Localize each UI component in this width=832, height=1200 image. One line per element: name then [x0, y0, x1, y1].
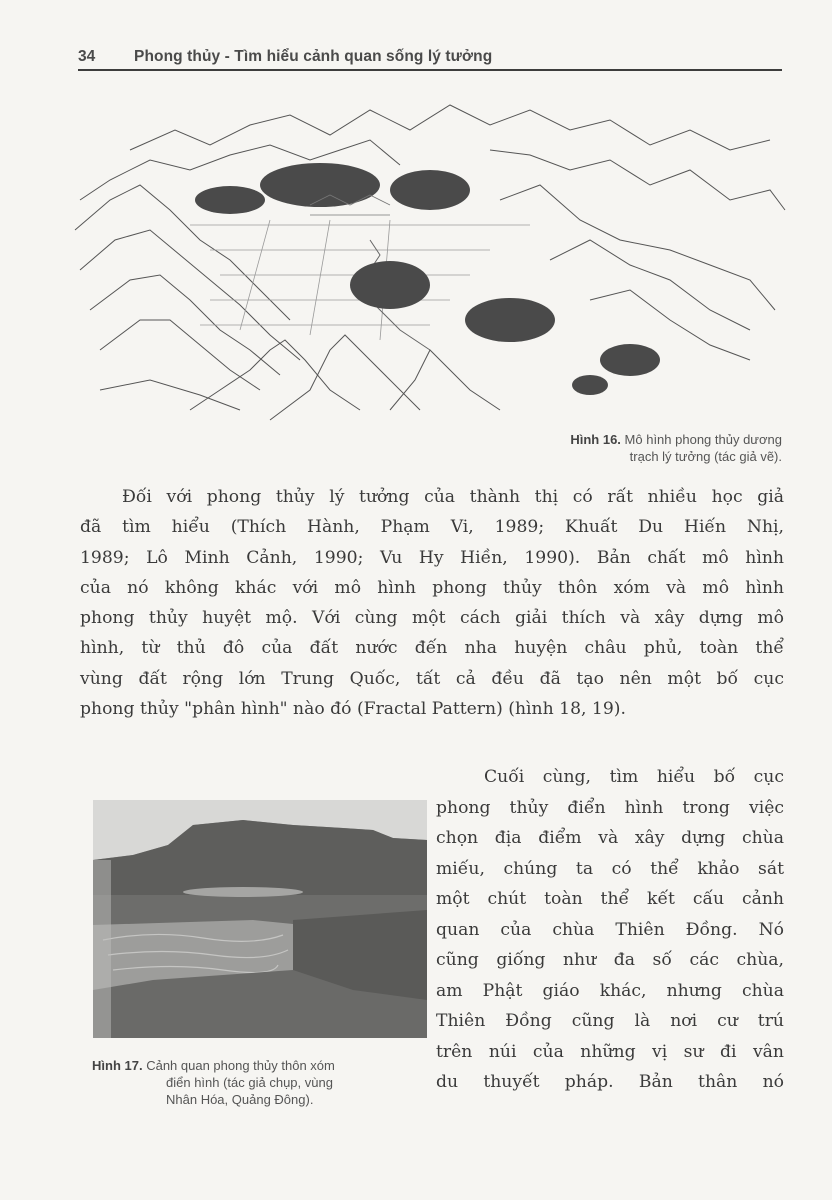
- paragraph-1: [80, 482, 784, 724]
- paragraph-line: phong thủy huyệt mộ. Với cùng một cách giải thích và xây dựng mô: [80, 608, 784, 629]
- paragraph-line: một chút toàn thể kết cấu cảnh: [436, 889, 784, 909]
- paragraph-line: Đối với phong thủy lý tưởng của thành thị có rất nhiều học giả: [122, 487, 784, 507]
- figure-16-caption-line1: Mô hình phong thủy dương: [624, 432, 782, 447]
- paragraph-line: Thiên Đồng cũng là nơi cư trú: [436, 1011, 784, 1031]
- paragraph-line: am Phật giáo khác, nhưng chùa: [436, 980, 784, 1001]
- figure-16-caption: [492, 431, 782, 465]
- figure-16-sketch: [70, 90, 790, 430]
- paragraph-line: phong thủy điển hình trong việc: [436, 797, 784, 818]
- figure-17-label: Hình 17.: [92, 1058, 143, 1073]
- paragraph-line: vùng đất rộng lớn Trung Quốc, tất cả đều đã tạo nên một bố cục: [80, 668, 784, 689]
- paragraph-line: cũng giống như đa số các chùa,: [436, 950, 784, 970]
- paragraph-line: trên núi của những vị sư đi vân: [436, 1041, 784, 1062]
- header-rule: [78, 69, 782, 71]
- figure-16-label: Hình 16.: [570, 432, 621, 447]
- paragraph-line: của nó không khác với mô hình phong thủy thôn xóm và mô hình: [80, 577, 784, 598]
- paragraph-line: hình, từ thủ đô của đất nước đến nha huyện châu phủ, toàn thể: [80, 638, 784, 659]
- chapter-title: Phong thủy - Tìm hiểu cảnh quan sống lý tưởng: [134, 48, 493, 65]
- paragraph-line: miếu, chúng ta có thể khảo sát: [436, 858, 784, 879]
- paragraph-line: phong thủy "phân hình" nào đó (Fractal Pattern) (hình 18, 19).: [80, 699, 626, 720]
- running-header: [74, 46, 782, 70]
- figure-17-caption-line1: Cảnh quan phong thủy thôn xóm: [146, 1058, 335, 1073]
- figure-17-photo: [93, 800, 427, 1038]
- figure-16-caption-line2: trạch lý tưởng (tác giả vẽ).: [629, 449, 782, 464]
- figure-17-caption: [92, 1057, 422, 1108]
- paragraph-2: [436, 762, 784, 1098]
- figure-17-caption-line3: Nhân Hóa, Quảng Đông).: [166, 1092, 314, 1107]
- page-number: 34: [78, 48, 96, 65]
- figure-17-caption-line2: điển hình (tác giả chụp, vùng: [166, 1075, 333, 1090]
- paragraph-line: Cuối cùng, tìm hiểu bố cục: [484, 767, 784, 787]
- paragraph-line: du thuyết pháp. Bản thân nó: [436, 1072, 784, 1092]
- paragraph-line: đã tìm hiểu (Thích Hành, Phạm Vi, 1989; Khuất Du Hiến Nhị,: [80, 517, 784, 538]
- paragraph-line: 1989; Lô Minh Cảnh, 1990; Vu Hy Hiền, 1990). Bản chất mô hình: [80, 547, 784, 568]
- paragraph-line: quan của chùa Thiên Đồng. Nó: [436, 919, 784, 940]
- paragraph-line: chọn địa điểm và xây dựng chùa: [436, 828, 784, 848]
